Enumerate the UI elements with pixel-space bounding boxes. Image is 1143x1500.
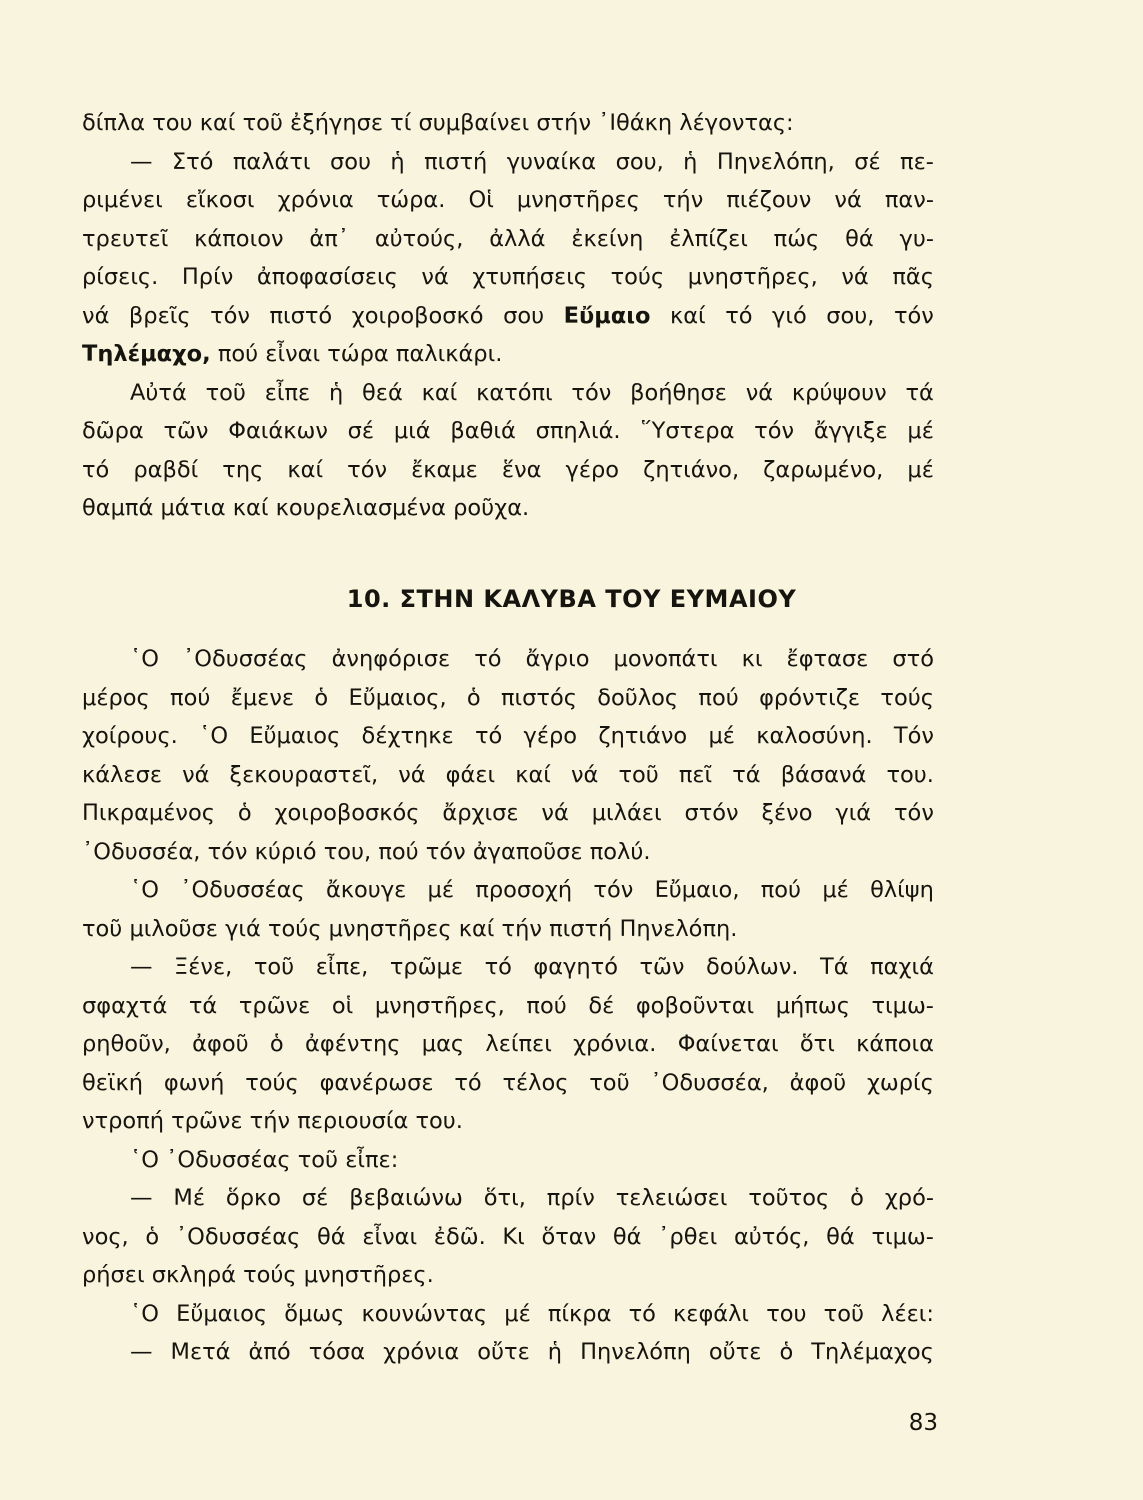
text-line: ντροπή τρῶνε τήν περιουσία του.: [82, 1108, 463, 1134]
text-line: ῾Ο ᾿Οδυσσέας τοῦ εἶπε:: [130, 1146, 399, 1173]
chapter-heading: 10. ΣΤΗΝ ΚΑΛΥΒΑ ΤΟΥ ΕΥΜΑΙΟΥ: [346, 585, 797, 613]
upper-text-block: [82, 104, 934, 528]
text-line: Τηλέμαχο, πού εἶναι τώρα παλικάρι.: [82, 341, 503, 367]
bold-name-eumaeus: Εὔμαιο: [563, 302, 651, 329]
text-line: ρήσει σκληρά τούς μνηστῆρες.: [82, 1262, 434, 1288]
text-line: κάλεσε νά ξεκουραστεῖ, νά φάει καί νά τοῦ πεῖ τά βάσανά του.: [82, 761, 934, 788]
text-line: — Μετά ἀπό τόσα χρόνια οὔτε ἡ Πηνελόπη οὔτε ὁ Τηλέμαχος: [130, 1339, 934, 1365]
text-line: ρίσεις. Πρίν ἀποφασίσεις νά χτυπήσεις τούς μνηστῆρες, νά πᾶς: [82, 264, 934, 290]
text-line: μέρος πού ἔμενε ὁ Εὔμαιος, ὁ πιστός δοῦλος πού φρόντιζε τούς: [82, 684, 934, 711]
text-line: — Ξένε, τοῦ εἶπε, τρῶμε τό φαγητό τῶν δούλων. Τά παχιά: [130, 954, 934, 980]
text-line: δῶρα τῶν Φαιάκων σέ μιά βαθιά σπηλιά. ῞Υστερα τόν ἄγγιξε μέ: [82, 418, 934, 444]
page-number: 83: [908, 1410, 938, 1436]
text-line: τρευτεῖ κάποιον ἀπ᾿ αὐτούς, ἀλλά ἐκείνη ἐλπίζει πώς θά γυ-: [82, 225, 934, 252]
text-line: Αὐτά τοῦ εἶπε ἡ θεά καί κατόπι τόν βοήθησε νά κρύψουν τά: [130, 379, 934, 406]
text-line: τό ραβδί της καί τόν ἔκαμε ἕνα γέρο ζητιάνο, ζαρωμένο, μέ: [82, 456, 934, 483]
text-line: Πικραμένος ὁ χοιροβοσκός ἄρχισε νά μιλάει στόν ξένο γιά τόν: [82, 800, 934, 826]
lower-text-block: [82, 640, 934, 1372]
text-line: ριμένει εἴκοσι χρόνια τώρα. Οἱ μνηστῆρες τήν πιέζουν νά παν-: [82, 187, 934, 213]
text-line: — Στό παλάτι σου ἡ πιστή γυναίκα σου, ἡ Πηνελόπη, σέ πε-: [130, 148, 934, 175]
bold-name-telemachus: Τηλέμαχο,: [82, 341, 211, 367]
text-line: — Μέ ὅρκο σέ βεβαιώνω ὅτι, πρίν τελειώσει τοῦτος ὁ χρό-: [130, 1185, 934, 1211]
text-line: νος, ὁ ᾿Οδυσσέας θά εἶναι ἐδῶ. Κι ὅταν θά ᾿ρθει αὐτός, θά τιμω-: [82, 1223, 934, 1250]
text-line: ῾Ο Εὔμαιος ὅμως κουνώντας μέ πίκρα τό κεφάλι του τοῦ λέει:: [130, 1300, 934, 1327]
text-line: ᾿Οδυσσέα, τόν κύριό του, πού τόν ἀγαποῦσε πολύ.: [82, 838, 651, 865]
text-line: ῾Ο ᾿Οδυσσέας ἀνηφόρισε τό ἄγριο μονοπάτι κι ἔφτασε στό: [130, 646, 934, 672]
text-line: δίπλα του καί τοῦ ἐξήγησε τί συμβαίνει στήν ᾿Ιθάκη λέγοντας:: [82, 110, 794, 136]
text-line: τοῦ μιλοῦσε γιά τούς μνηστῆρες καί τήν πιστή Πηνελόπη.: [82, 915, 738, 942]
text-line: νά βρεῖς τόν πιστό χοιροβοσκό σου Εὔμαιο καί τό γιό σου, τόν: [82, 302, 934, 329]
text-line: ῾Ο ᾿Οδυσσέας ἄκουγε μέ προσοχή τόν Εὔμαιο, πού μέ θλίψη: [130, 877, 934, 903]
text-line: σφαχτά τά τρῶνε οἱ μνηστῆρες, πού δέ φοβοῦνται μήπως τιμω-: [82, 992, 934, 1019]
text-line: θεϊκή φωνή τούς φανέρωσε τό τέλος τοῦ ᾿Οδυσσέα, ἀφοῦ χωρίς: [82, 1069, 934, 1096]
text-line: θαμπά μάτια καί κουρελιασμένα ροῦχα.: [82, 495, 530, 521]
text-line: ρηθοῦν, ἀφοῦ ὁ ἀφέντης μας λείπει χρόνια. Φαίνεται ὅτι κάποια: [82, 1031, 934, 1057]
text-line: χοίρους. ῾Ο Εὔμαιος δέχτηκε τό γέρο ζητιάνο μέ καλοσύνη. Τόν: [82, 723, 934, 749]
